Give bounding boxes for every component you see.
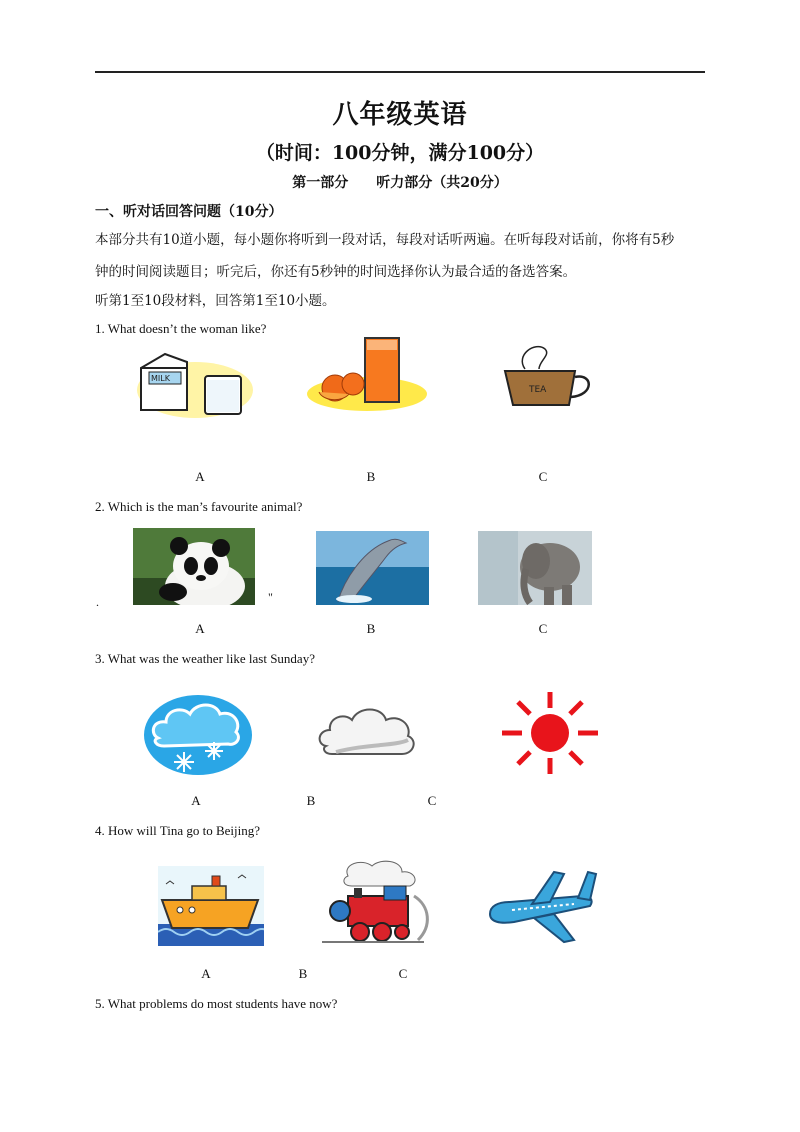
page-title: 八年级英语 xyxy=(332,100,468,130)
question-3: 3. What was the weather like last Sunday? xyxy=(95,651,315,666)
svg-text:MILK: MILK xyxy=(151,374,170,383)
sun-icon xyxy=(500,690,600,776)
instruction-line-2: 钟的时间阅读题目；听完后，你还有5秒钟的时间选择你认为最合适的备选答案。 xyxy=(95,264,577,280)
option-label: B xyxy=(306,793,316,808)
plane-icon xyxy=(484,866,598,944)
question-2: 2. Which is the man’s favourite animal? xyxy=(95,499,303,514)
cloud-icon xyxy=(316,700,420,760)
option-label: B xyxy=(298,966,308,981)
material-note: 听第1至10段材料，回答第1至10小题。 xyxy=(95,293,336,309)
option-label: C xyxy=(427,793,437,808)
tea-cup-icon xyxy=(495,335,605,415)
part-label: 第一部分 xyxy=(292,175,349,191)
question-1: 1. What doesn’t the woman like? xyxy=(95,321,267,336)
option-label: B xyxy=(366,469,376,484)
option-label: B xyxy=(366,621,376,636)
option-label: A xyxy=(201,966,211,981)
train-icon xyxy=(318,856,436,946)
panda-photo xyxy=(133,528,255,605)
orange-juice-icon xyxy=(305,332,430,412)
option-label: C xyxy=(538,621,548,636)
stray-mark: " xyxy=(268,590,273,604)
question-5: 5. What problems do most students have now? xyxy=(95,996,338,1011)
milk-carton-icon xyxy=(135,350,255,420)
option-label: A xyxy=(191,793,201,808)
snow-cloud-icon xyxy=(142,694,254,776)
part-heading xyxy=(0,172,800,192)
section-heading: 一、听对话回答问题（10分） xyxy=(95,204,283,220)
dolphin-photo xyxy=(316,531,429,605)
elephant-photo xyxy=(478,531,592,605)
option-label: C xyxy=(398,966,408,981)
option-label: A xyxy=(195,469,205,484)
top-rule xyxy=(95,71,705,73)
exam-subtitle: （时间：100分钟，满分100分） xyxy=(255,142,545,164)
instruction-line-1: 本部分共有10道小题，每小题你将听到一段对话，每段对话听两遍。在听每段对话前，你将有5秒 xyxy=(95,232,675,248)
stray-mark: . xyxy=(96,595,99,609)
part-title: 听力部分（共20分） xyxy=(376,175,508,191)
question-4: 4. How will Tina go to Beijing? xyxy=(95,823,261,838)
option-label: A xyxy=(195,621,205,636)
svg-text:TEA: TEA xyxy=(529,385,547,395)
ship-icon xyxy=(158,866,264,946)
option-label: C xyxy=(538,469,548,484)
